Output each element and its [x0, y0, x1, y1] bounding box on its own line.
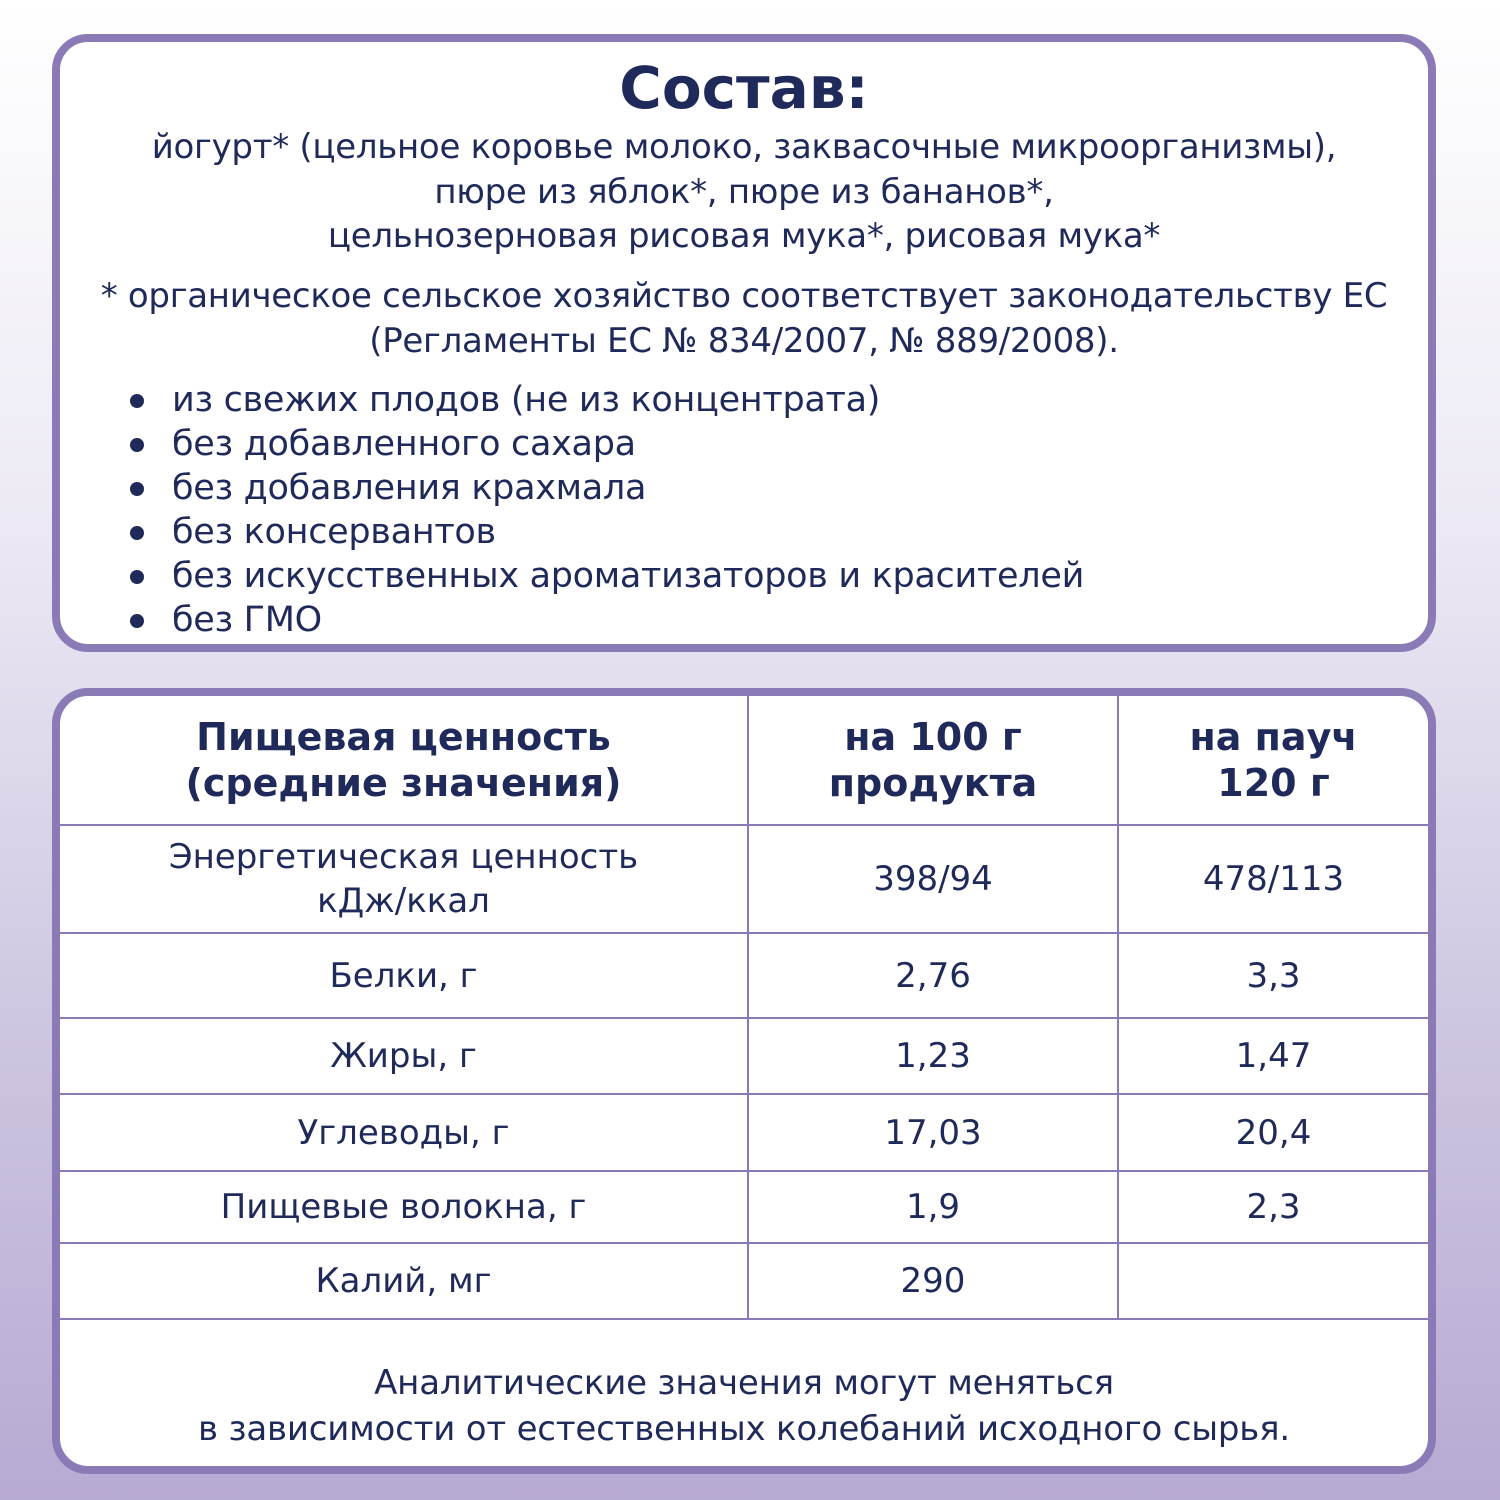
nutrient-name: Углеводы, г — [60, 1094, 748, 1171]
claim-text: без добавленного сахара — [172, 424, 636, 464]
claims-list — [130, 378, 1084, 642]
claim-item — [130, 510, 1084, 554]
composition-card — [52, 34, 1436, 652]
header-line: 120 г — [1217, 761, 1330, 805]
disclaimer-line: Аналитические значения могут меняться — [374, 1363, 1114, 1403]
value-per-pouch: 478/113 — [1118, 825, 1428, 933]
nutrient-name: Жиры, г — [60, 1018, 748, 1094]
nutrient-name — [60, 825, 748, 933]
nutrition-table — [60, 696, 1428, 1320]
value-per-pouch: 2,3 — [1118, 1171, 1428, 1243]
disclaimer-line: в зависимости от естественных колебаний исходного сырья. — [198, 1409, 1290, 1449]
analytical-disclaimer — [60, 1360, 1428, 1452]
claim-text: без консервантов — [172, 512, 496, 552]
claim-item — [130, 598, 1084, 642]
header-line: Пищевая ценность — [196, 715, 611, 759]
table-row — [60, 933, 1428, 1018]
footnote-line: * органическое сельское хозяйство соответствует законодательству ЕС — [100, 276, 1388, 316]
value-per-100g: 398/94 — [748, 825, 1118, 933]
value-per-pouch — [1118, 1243, 1428, 1319]
ingredients-line: йогурт* (цельное коровье молоко, заквасочные микроорганизмы), — [151, 127, 1337, 167]
table-row — [60, 825, 1428, 933]
header-line: на 100 г — [844, 715, 1022, 759]
composition-title: Состав: — [619, 54, 869, 122]
claim-item — [130, 422, 1084, 466]
bullet-icon — [130, 394, 144, 408]
value-per-100g: 17,03 — [748, 1094, 1118, 1171]
claim-text: без добавления крахмала — [172, 468, 647, 508]
value-per-pouch: 1,47 — [1118, 1018, 1428, 1094]
table-row — [60, 1171, 1428, 1243]
value-per-100g: 1,9 — [748, 1171, 1118, 1243]
value-per-pouch: 3,3 — [1118, 933, 1428, 1018]
claim-item — [130, 554, 1084, 598]
bullet-icon — [130, 438, 144, 452]
nutrient-name: Белки, г — [60, 933, 748, 1018]
nutrient-name: Пищевые волокна, г — [60, 1171, 748, 1243]
table-header-row — [60, 696, 1428, 825]
table-row — [60, 1094, 1428, 1171]
organic-footnote — [70, 274, 1418, 363]
value-per-100g: 1,23 — [748, 1018, 1118, 1094]
bullet-icon — [130, 482, 144, 496]
claim-text: из свежих плодов (не из концентрата) — [172, 380, 881, 420]
header-line: на пауч — [1189, 715, 1358, 759]
nutrition-card — [52, 688, 1436, 1474]
claim-text: без искусственных ароматизаторов и красителей — [172, 556, 1085, 596]
nutrient-name-line: Энергетическая ценность — [168, 837, 639, 877]
bullet-icon — [130, 526, 144, 540]
nutrient-name: Калий, мг — [60, 1243, 748, 1319]
ingredients-line: цельнозерновая рисовая мука*, рисовая мука* — [327, 216, 1161, 256]
ingredients-line: пюре из яблок*, пюре из бананов*, — [434, 171, 1054, 212]
table-row — [60, 1018, 1428, 1094]
bullet-icon — [130, 614, 144, 628]
claim-text: без ГМО — [172, 600, 322, 640]
claim-item — [130, 466, 1084, 510]
table-row — [60, 1243, 1428, 1319]
value-per-100g: 2,76 — [748, 933, 1118, 1018]
claim-item — [130, 378, 1084, 422]
header-nutrient — [60, 696, 748, 825]
header-per-pouch — [1118, 696, 1428, 825]
value-per-pouch: 20,4 — [1118, 1094, 1428, 1171]
header-line: (средние значения) — [185, 761, 622, 805]
header-per-100g — [748, 696, 1118, 825]
nutrient-name-line: кДж/ккал — [317, 881, 490, 921]
header-line: продукта — [828, 761, 1038, 805]
value-per-100g: 290 — [748, 1243, 1118, 1319]
ingredients-text — [80, 125, 1408, 259]
footnote-line: (Регламенты ЕС № 834/2007, № 889/2008). — [369, 320, 1119, 361]
bullet-icon — [130, 570, 144, 584]
